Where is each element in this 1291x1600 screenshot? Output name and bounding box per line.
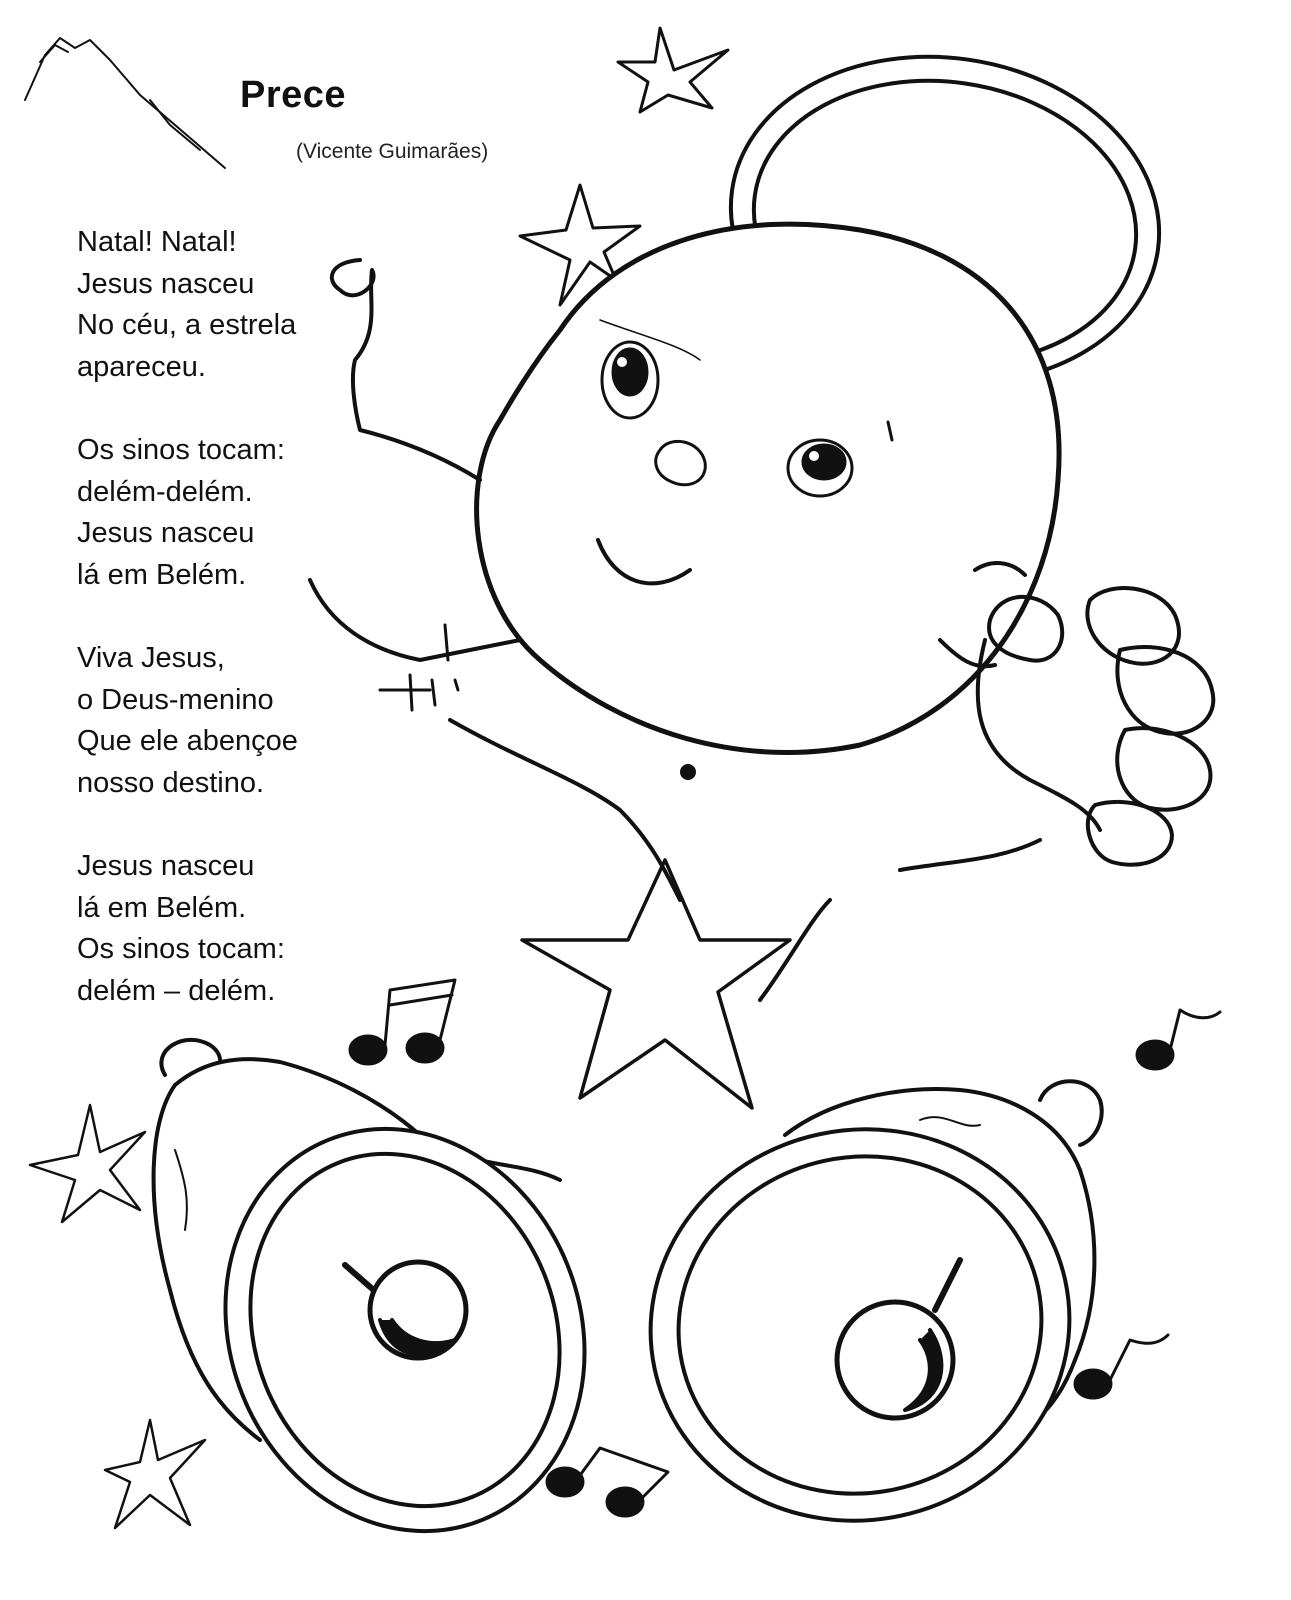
stanza [77,430,377,596]
poem-line: Que ele abençoe [77,725,298,757]
star-icon [105,1420,205,1528]
poem-line: o Deus-menino [77,683,274,716]
stanza [77,222,377,388]
author-credit: (Vicente Guimarães) [296,140,489,163]
poem-line: Os sinos tocam: [77,933,285,965]
music-note-icon [547,1448,668,1516]
poem-line: delém – delém. [77,974,276,1007]
poem [77,222,377,1054]
poem-line: No céu, a estrela [77,309,297,341]
stanza [77,638,377,804]
bell-right [614,1081,1106,1559]
poem-line: Natal! Natal! [77,226,237,258]
poem-line: Viva Jesus, [77,642,225,674]
poem-line: Jesus nasceu [77,517,255,549]
star-icon [522,860,790,1108]
poem-line: nosso destino. [77,766,265,799]
music-note-icon [1137,1010,1220,1069]
bell-left [154,1040,644,1586]
poem-line: apareceu. [77,350,206,383]
poem-line: Jesus nasceu [77,850,255,882]
poem-line: Os sinos tocam: [77,434,285,466]
star-icon [30,1105,145,1222]
poem-line: lá em Belém. [77,891,247,924]
page-title: Prece [240,74,347,116]
poem-line: Jesus nasceu [77,267,255,300]
angel-head [477,224,1059,752]
music-note-icon [1075,1335,1168,1398]
stanza [77,846,377,1012]
mountain-sketch [25,38,225,168]
poem-line: lá em Belém. [77,558,247,591]
star-icon [618,28,728,112]
poem-line: delém-delém. [77,475,253,508]
